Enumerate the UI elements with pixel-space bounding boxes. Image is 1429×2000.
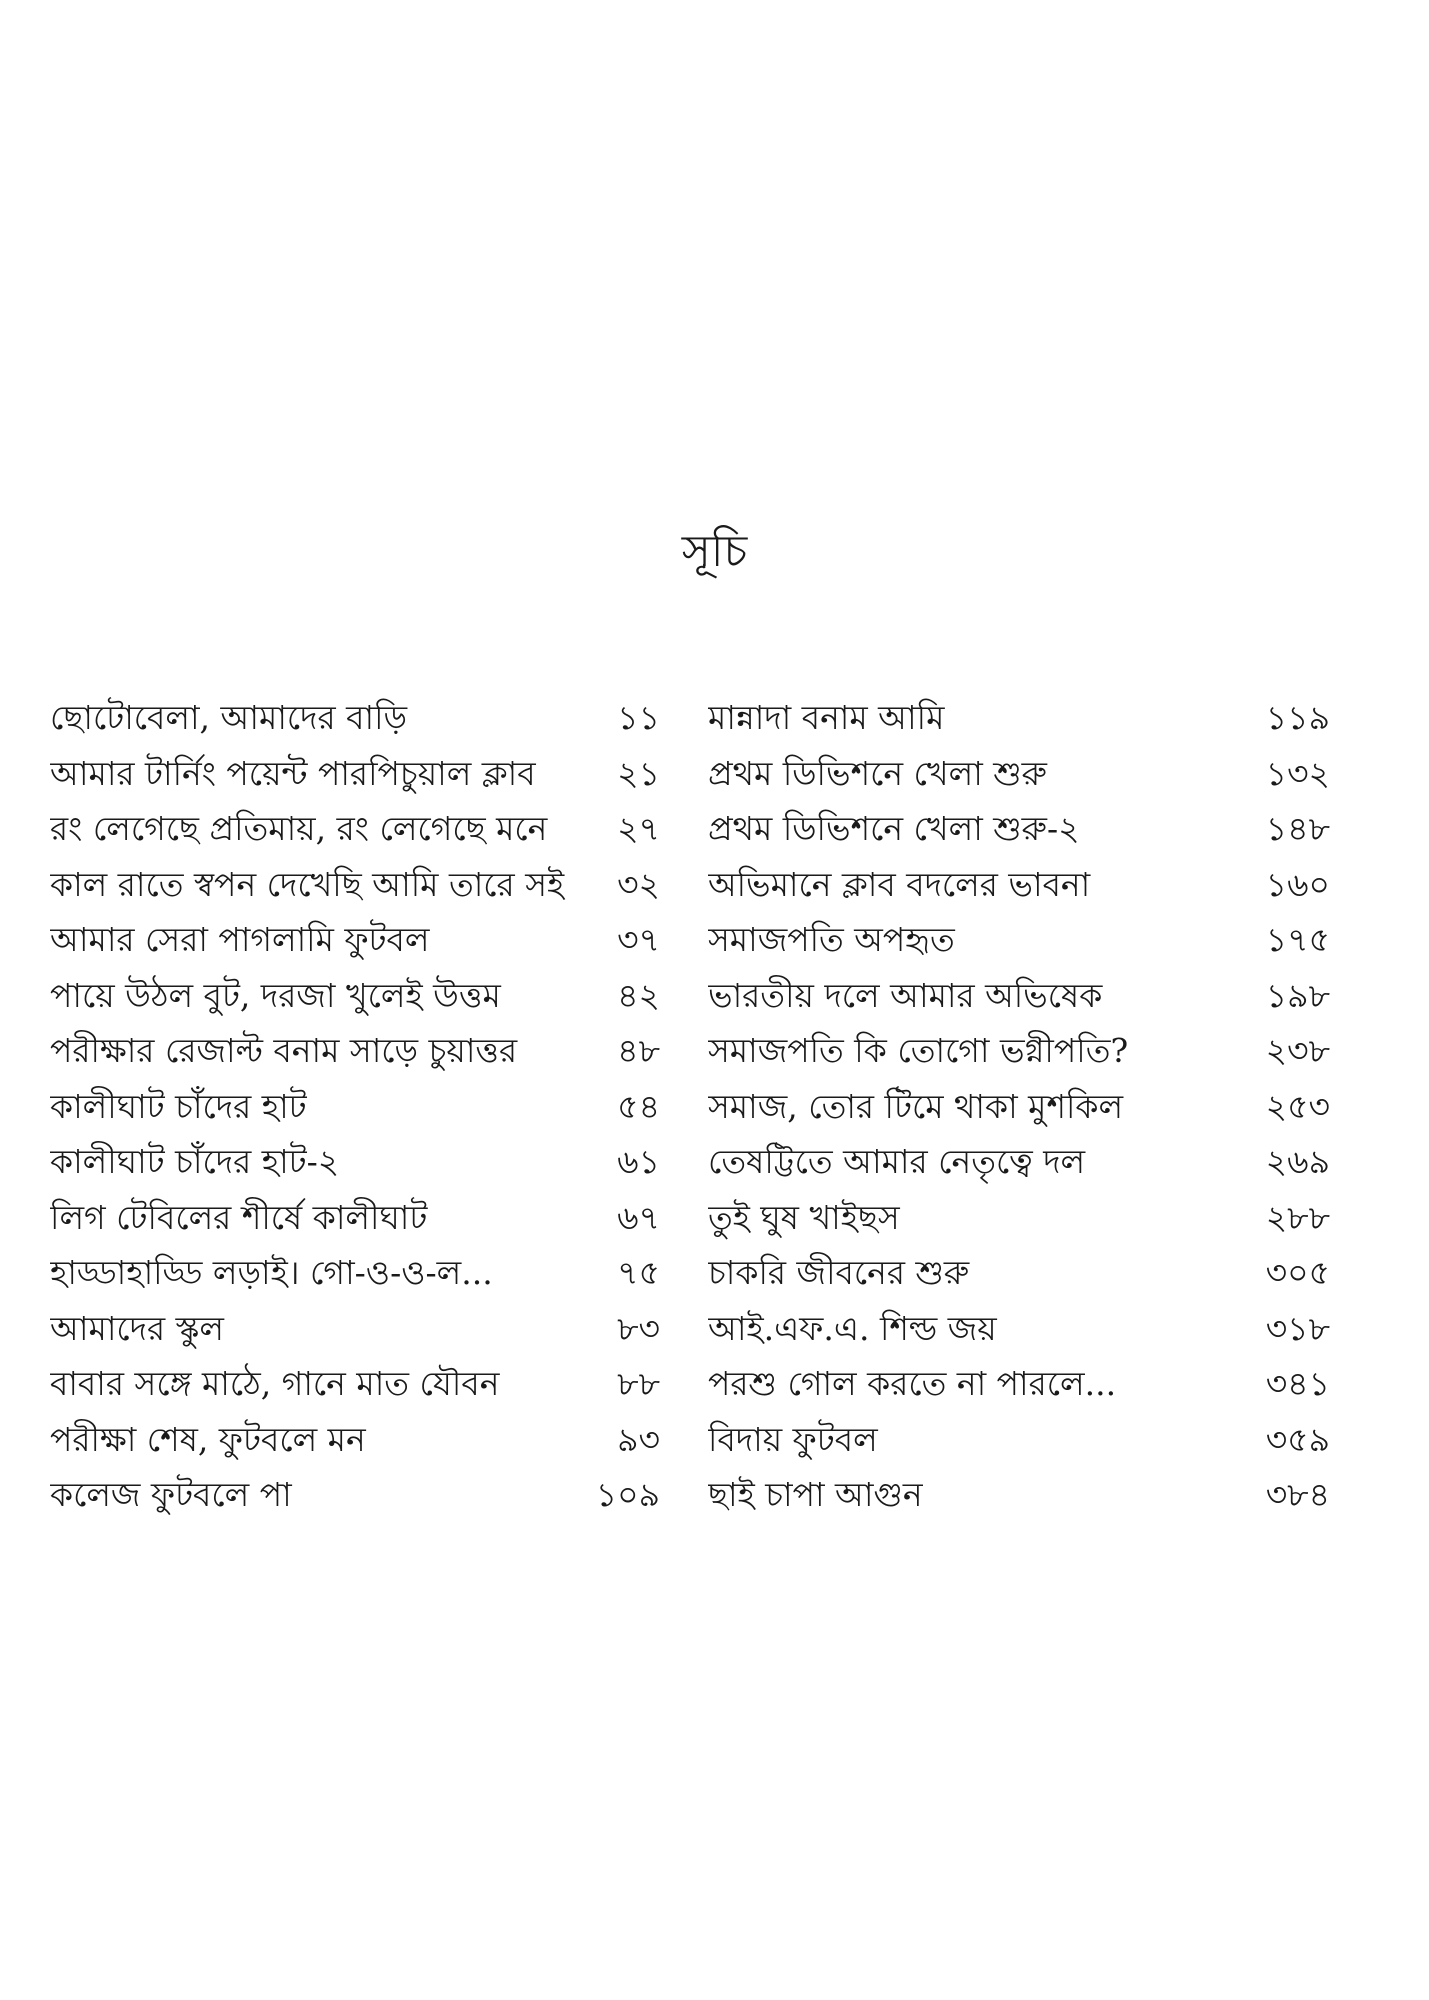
- toc-row: [708, 1412, 1330, 1468]
- toc-entry-page: ২৬৯: [1265, 1142, 1330, 1181]
- toc-entry-title: কাল রাতে স্বপন দেখেছি আমি তারে সই: [50, 864, 565, 904]
- toc-entry-page: ৫৪: [617, 1086, 660, 1126]
- toc-entry-page: ৬১: [617, 1142, 660, 1181]
- toc-row: [50, 1301, 660, 1357]
- toc-entry-title: মান্নাদা বনাম আমি: [708, 698, 945, 737]
- toc-row: [50, 1412, 660, 1468]
- toc-entry-page: ১১৯: [1265, 698, 1330, 737]
- toc-row: [50, 1190, 660, 1246]
- toc-entry-page: ৩০৫: [1265, 1253, 1330, 1292]
- toc-row: [50, 1356, 660, 1412]
- toc-entry-page: ১৪৮: [1265, 809, 1330, 848]
- toc-row: [50, 1245, 660, 1301]
- toc-entry-page: ২৮৮: [1265, 1197, 1330, 1237]
- toc-row: [50, 968, 660, 1024]
- toc-entry-title: অভিমানে ক্লাব বদলের ভাবনা: [708, 864, 1091, 904]
- toc-entry-page: ১৯৮: [1265, 975, 1330, 1015]
- toc-entry-page: ২৫৩: [1265, 1086, 1330, 1126]
- toc-entry-page: ৩১৮: [1265, 1308, 1330, 1348]
- toc-entry-page: ৮৩: [617, 1308, 660, 1348]
- toc-row: [50, 690, 660, 746]
- toc-row: [50, 857, 660, 913]
- toc-entry-title: পরীক্ষার রেজাল্ট বনাম সাড়ে চুয়াত্তর: [50, 1031, 518, 1070]
- toc-entry-page: ৩৪১: [1265, 1364, 1330, 1403]
- toc-entry-page: ৯৩: [617, 1419, 660, 1459]
- toc-entry-title: প্রথম ডিভিশনে খেলা শুরু-২: [708, 809, 1080, 848]
- toc-row: [50, 1467, 660, 1523]
- toc-entry-title: আমাদের স্কুল: [50, 1308, 224, 1348]
- toc-row: [708, 690, 1330, 746]
- toc-row: [708, 1023, 1330, 1079]
- toc-entry-title: আই.এফ.এ. শিল্ড জয়: [708, 1308, 997, 1348]
- toc-row: [708, 746, 1330, 802]
- toc-entry-title: লিগ টেবিলের শীর্ষে কালীঘাট: [50, 1197, 428, 1237]
- toc-entry-page: ৩৫৯: [1265, 1419, 1330, 1459]
- toc-entry-title: হাড্ডাহাড্ডি লড়াই। গো-ও-ও-ল...: [50, 1253, 493, 1292]
- toc-row: [708, 1245, 1330, 1301]
- toc-entry-title: কালীঘাট চাঁদের হাট: [50, 1086, 307, 1126]
- toc-row: [708, 1467, 1330, 1523]
- toc-entry-page: ৩২: [617, 864, 660, 904]
- toc-entry-title: বাবার সঙ্গে মাঠে, গানে মাত যৌবন: [50, 1364, 500, 1403]
- toc-entry-page: ১০৯: [595, 1475, 660, 1514]
- toc-entry-page: ৮৮: [617, 1364, 660, 1403]
- toc-entry-title: আমার টার্নিং পয়েন্ট পারপিচুয়াল ক্লাব: [50, 753, 536, 793]
- toc-entry-title: কালীঘাট চাঁদের হাট-২: [50, 1142, 340, 1181]
- toc-row: [50, 1079, 660, 1135]
- toc-entry-page: ১৭৫: [1265, 920, 1330, 959]
- toc-entry-title: সমাজপতি কি তোগো ভগ্নীপতি?: [708, 1031, 1129, 1070]
- toc-row: [708, 1134, 1330, 1190]
- toc-row: [708, 1301, 1330, 1357]
- toc-left-column: [50, 690, 660, 1523]
- toc-entry-title: সমাজ, তোর টিমে থাকা মুশকিল: [708, 1086, 1124, 1126]
- toc-entry-page: ৬৭: [617, 1197, 660, 1237]
- toc-row: [50, 1023, 660, 1079]
- toc-entry-title: সমাজপতি অপহৃত: [708, 920, 955, 959]
- toc-entry-page: ৩৭: [617, 920, 660, 959]
- page-title: সূচি: [681, 526, 748, 577]
- toc-entry-title: পায়ে উঠল বুট, দরজা খুলেই উত্তম: [50, 975, 501, 1015]
- toc-entry-page: ২৩৮: [1265, 1031, 1330, 1070]
- toc-row: [50, 801, 660, 857]
- toc-entry-page: ৩৮৪: [1265, 1475, 1330, 1514]
- toc-row: [708, 1190, 1330, 1246]
- toc-entry-title: ছোটোবেলা, আমাদের বাড়ি: [50, 698, 408, 737]
- toc-entry-page: ৭৫: [617, 1253, 660, 1292]
- toc-entry-page: ৪২: [617, 975, 660, 1015]
- toc-entry-title: বিদায় ফুটবল: [708, 1419, 878, 1459]
- toc-row: [708, 912, 1330, 968]
- toc-entry-title: তুই ঘুষ খাইছস: [708, 1197, 900, 1237]
- toc-entry-page: ১৬০: [1265, 864, 1330, 904]
- toc-row: [50, 746, 660, 802]
- toc-right-column: [708, 690, 1330, 1523]
- toc-entry-title: প্রথম ডিভিশনে খেলা শুরু: [708, 753, 1047, 793]
- toc-entry-title: পরশু গোল করতে না পারলে...: [708, 1364, 1117, 1403]
- toc-entry-title: ছাই চাপা আগুন: [708, 1475, 923, 1514]
- toc-entry-title: আমার সেরা পাগলামি ফুটবল: [50, 920, 430, 959]
- toc-entry-page: ৪৮: [617, 1031, 660, 1070]
- toc-row: [50, 1134, 660, 1190]
- toc-entry-page: ১৩২: [1265, 753, 1330, 793]
- toc-row: [708, 1079, 1330, 1135]
- toc-entry-title: ভারতীয় দলে আমার অভিষেক: [708, 975, 1103, 1015]
- toc-entry-page: ২৭: [617, 809, 660, 848]
- toc-entry-title: পরীক্ষা শেষ, ফুটবলে মন: [50, 1419, 366, 1459]
- toc-row: [708, 968, 1330, 1024]
- toc-entry-title: রং লেগেছে প্রতিমায়, রং লেগেছে মনে: [50, 809, 548, 848]
- toc-entry-title: কলেজ ফুটবলে পা: [50, 1475, 292, 1514]
- toc-entry-page: ১১: [617, 698, 660, 737]
- toc-row: [50, 912, 660, 968]
- toc-row: [708, 1356, 1330, 1412]
- toc-entry-page: ২১: [617, 753, 660, 793]
- toc-entry-title: তেষট্টিতে আমার নেতৃত্বে দল: [708, 1142, 1086, 1181]
- toc-entry-title: চাকরি জীবনের শুরু: [708, 1253, 970, 1292]
- toc-row: [708, 801, 1330, 857]
- toc-row: [708, 857, 1330, 913]
